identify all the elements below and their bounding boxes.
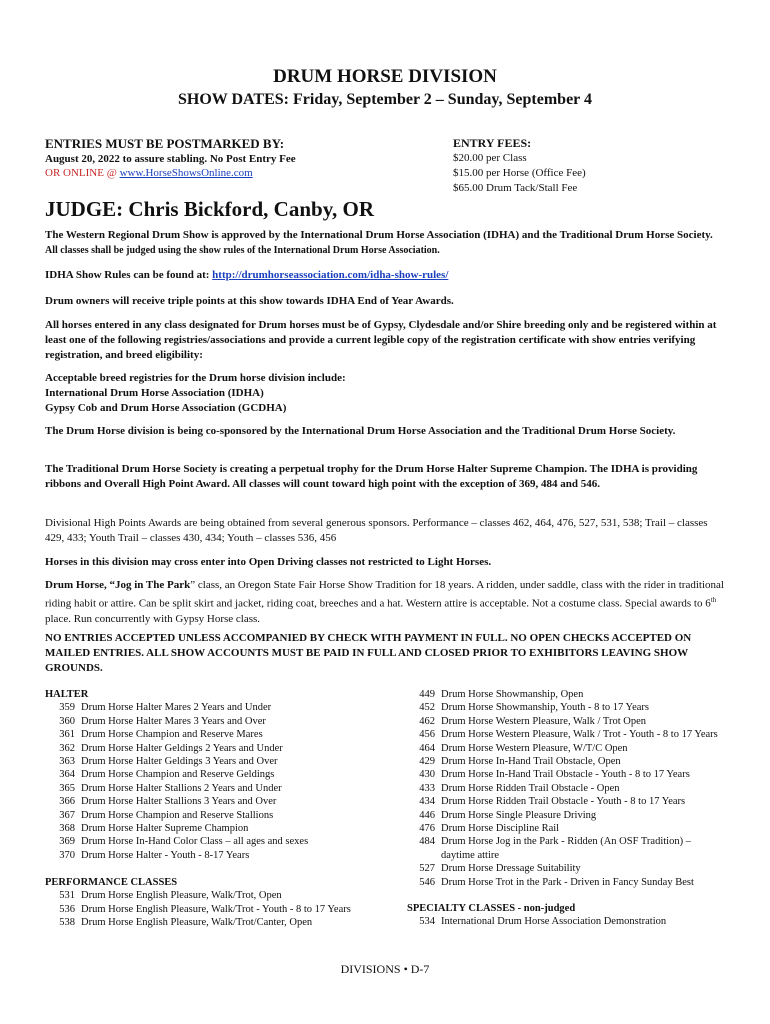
list-item: 527 Drum Horse Dressage Suitability — [419, 863, 581, 875]
fee-item: $20.00 per Class — [453, 152, 527, 164]
approval-paragraph — [45, 228, 725, 258]
fee-item: $65.00 Drum Tack/Stall Fee — [453, 182, 578, 194]
halter-heading: HALTER — [45, 689, 89, 700]
list-item: 368 Drum Horse Halter Supreme Champion — [59, 823, 249, 835]
list-item: 538 Drum Horse English Pleasure, Walk/Trot/Canter, Open — [59, 917, 313, 929]
ordinal-suffix: th — [710, 596, 717, 604]
entry-fees — [453, 136, 586, 196]
list-item: 476 Drum Horse Discipline Rail — [419, 823, 560, 835]
judging-rules-text: All classes shall be judged using the show rules of the International Drum Horse Association. — [45, 245, 440, 256]
list-item: 367 Drum Horse Champion and Reserve Stallions — [59, 809, 274, 821]
list-item: 360 Drum Horse Halter Mares 3 Years and Over — [59, 715, 266, 727]
list-item: 366 Drum Horse Halter Stallions 3 Years and Over — [59, 796, 277, 808]
page-footer: DIVISIONS • D-7 — [340, 962, 430, 976]
judge-heading: JUDGE: Chris Bickford, Canby, OR — [45, 197, 375, 221]
list-item: 359 Drum Horse Halter Mares 2 Years and Under — [59, 702, 272, 714]
breeding-paragraph: All horses entered in any class designated for Drum horses must be of Gypsy, Clydesdale and/or Shire breeding only and be registered within at least one of the following registries/associations and provide a current legible copy of the registration certificate with show entries verifying registration, and breed eligibility: — [45, 319, 717, 361]
jog-in-park-paragraph — [45, 578, 725, 627]
performance-heading: PERFORMANCE CLASSES — [45, 877, 178, 888]
list-item: 364 Drum Horse Champion and Reserve Geldings — [59, 769, 275, 781]
list-item: 452 Drum Horse Showmanship, Youth - 8 to 17 Years — [419, 702, 649, 714]
specialty-section — [405, 902, 760, 929]
performance-section — [45, 876, 395, 930]
rules-link[interactable]: http://drumhorseassociation.com/idha-show-rules/ — [212, 269, 449, 281]
right-classes-section — [405, 688, 760, 889]
online-entry-link[interactable]: www.HorseShowsOnline.com — [119, 167, 253, 179]
list-item: 361 Drum Horse Champion and Reserve Mares — [59, 729, 263, 741]
list-item: 433 Drum Horse Ridden Trail Obstacle - Open — [419, 782, 620, 794]
list-item: 456 Drum Horse Western Pleasure, Walk / Trot - Youth - 8 to 17 Years — [419, 729, 718, 741]
registry-gcdha: Gypsy Cob and Drum Horse Association (GCDHA) — [45, 402, 287, 414]
registry-idha: International Drum Horse Association (IDHA) — [45, 387, 264, 399]
cosponsor-paragraph: The Drum Horse division is being co-sponsored by the International Drum Horse Association and the Traditional Drum Horse Society. — [45, 425, 676, 437]
triple-points-paragraph: Drum owners will receive triple points at this show towards IDHA End of Year Awards. — [45, 295, 454, 307]
payment-notice: NO ENTRIES ACCEPTED UNLESS ACCOMPANIED BY CHECK WITH PAYMENT IN FULL. NO OPEN CHECKS ACCEPTED ON MAILED ENTRIES. ALL SHOW ACCOUNTS MUST BE PAID IN FULL AND CLOSED PRIOR TO EXHIBITORS LEAVING SHOW GROUNDS. — [45, 632, 692, 674]
list-item: 462 Drum Horse Western Pleasure, Walk / Trot Open — [419, 715, 646, 727]
list-item: 464 Drum Horse Western Pleasure, W/T/C Open — [419, 742, 628, 754]
list-item: 369 Drum Horse In-Hand Color Class – all ages and sexes — [59, 836, 309, 848]
list-item: 536 Drum Horse English Pleasure, Walk/Trot - Youth - 8 to 17 Years — [59, 903, 351, 915]
entries-deadline: August 20, 2022 to assure stabling. No Post Entry Fee — [45, 153, 296, 165]
show-dates: SHOW DATES: Friday, September 2 – Sunday, September 4 — [178, 91, 592, 108]
page-title: DRUM HORSE DIVISION — [273, 66, 497, 87]
specialty-heading: SPECIALTY CLASSES - non-judged — [407, 903, 576, 914]
list-item: 429 Drum Horse In-Hand Trail Obstacle, Open — [419, 756, 621, 768]
list-item: 370 Drum Horse Halter - Youth - 8-17 Years — [59, 849, 250, 861]
list-item: 484 Drum Horse Jog in the Park - Ridden (An OSF Tradition) – — [419, 836, 691, 848]
list-item: 531 Drum Horse English Pleasure, Walk/Trot, Open — [59, 890, 282, 902]
online-entry-line — [45, 167, 253, 179]
entries-heading: ENTRIES MUST BE POSTMARKED BY: — [45, 136, 285, 151]
trophy-paragraph: The Traditional Drum Horse Society is creating a perpetual trophy for the Drum Horse Halter Supreme Champion. The IDHA is providing ribbons and Overall High Point Award. All classes will count toward high point with the exception of 369, 484 and 546. — [45, 463, 698, 490]
list-item: 449 Drum Horse Showmanship, Open — [419, 689, 584, 700]
jog-in-park-end: place. Run concurrently with Gypsy Horse class. — [45, 612, 261, 625]
list-item: daytime attire — [441, 849, 500, 861]
list-item: 446 Drum Horse Single Pleasure Driving — [419, 809, 597, 821]
list-item: 365 Drum Horse Halter Stallions 2 Years and Under — [59, 782, 282, 794]
online-prefix: OR ONLINE @ — [45, 167, 120, 179]
list-item: 546 Drum Horse Trot in the Park - Driven in Fancy Sunday Best — [419, 876, 694, 888]
jog-in-park-title: Drum Horse, “Jog in The Park — [45, 579, 191, 591]
registries-paragraph — [45, 371, 725, 416]
list-item: 434 Drum Horse Ridden Trail Obstacle - Youth - 8 to 17 Years — [419, 796, 686, 808]
approval-text: The Western Regional Drum Show is approved by the International Drum Horse Association (IDHA) and the Traditional Drum Horse Society. — [45, 229, 713, 241]
fees-heading: ENTRY FEES: — [453, 136, 532, 150]
cross-enter-paragraph: Horses in this division may cross enter into Open Driving classes not restricted to Light Horses. — [45, 556, 492, 568]
list-item: 362 Drum Horse Halter Geldings 2 Years and Under — [59, 742, 283, 754]
rules-paragraph — [45, 268, 725, 283]
high-points-paragraph: Divisional High Points Awards are being obtained from several generous sponsors. Performance – classes 462, 464, 476, 527, 531, 538; Trail – classes 429, 433; Youth Trail – classes 430, 434; Youth – classes 536, 456 — [45, 517, 708, 544]
rules-label: IDHA Show Rules can be found at: — [45, 269, 213, 281]
registries-intro: Acceptable breed registries for the Drum horse division include: — [45, 372, 346, 384]
list-item: 363 Drum Horse Halter Geldings 3 Years and Over — [59, 756, 278, 768]
list-item: 430 Drum Horse In-Hand Trail Obstacle - Youth - 8 to 17 Years — [419, 769, 690, 781]
list-item: 534 International Drum Horse Association Demonstration — [419, 916, 667, 928]
jog-in-park-text: ” class, an Oregon State Fair Horse Show Tradition for 18 years. A ridden, under saddle, class with the rider in traditional riding habit or attire. Can be split skirt and jacket, riding coat, breeches and a hat. Western attire is acceptable. Not a costume class. Special awards to 6 — [45, 579, 724, 610]
fee-item: $15.00 per Horse (Office Fee) — [453, 167, 586, 179]
halter-section — [45, 688, 395, 862]
